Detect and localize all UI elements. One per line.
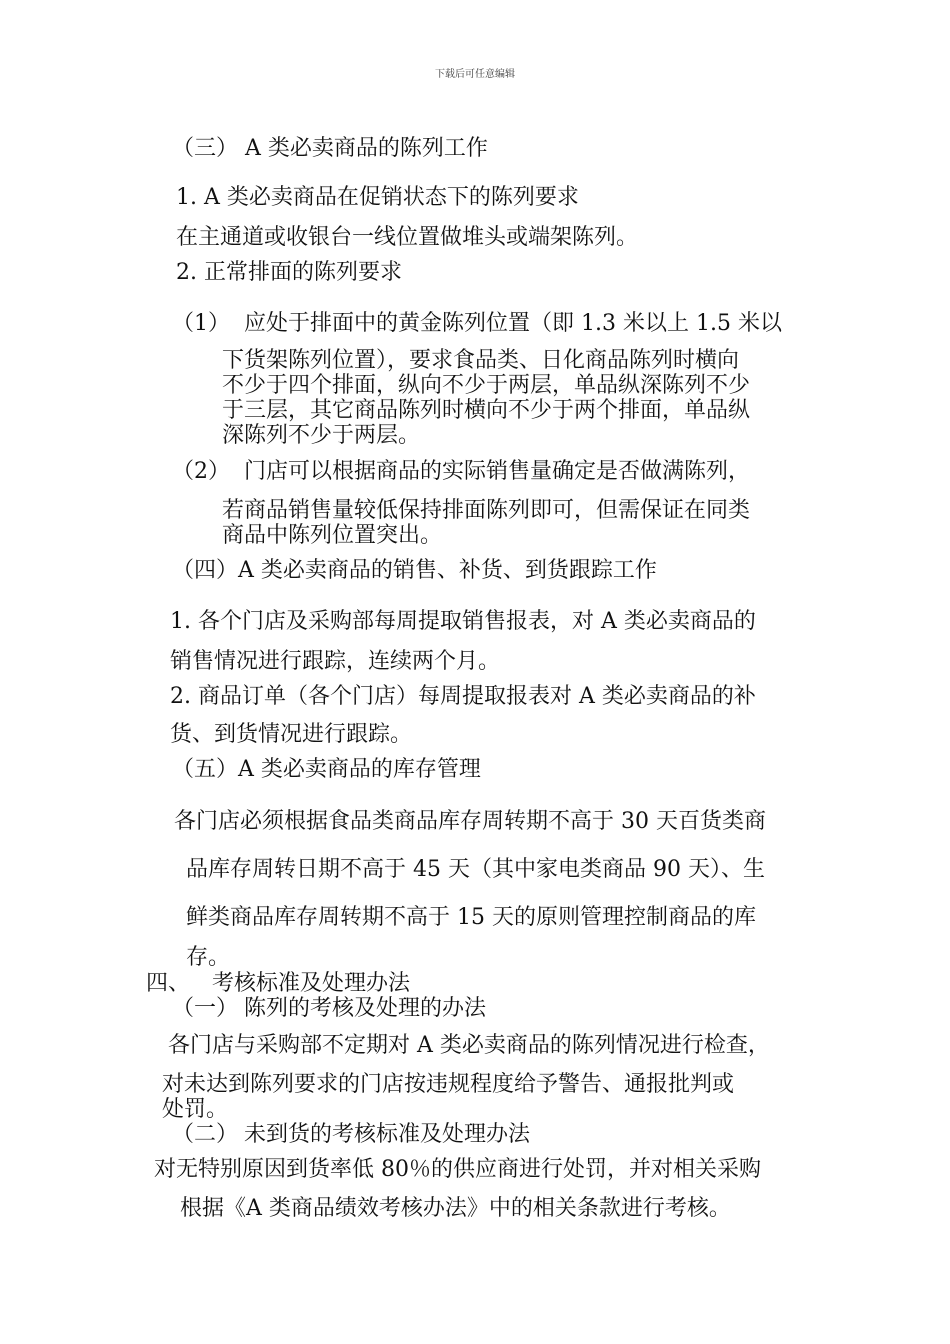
section-number: （二） [172, 1122, 239, 1147]
list-item-line: 下货架陈列位置），要求食品类、日化商品陈列时横向 [222, 348, 740, 373]
list-marker: （2） [172, 459, 230, 484]
list-item-line: 不少于四个排面，纵向不少于两层，单品纵深陈列不少 [222, 373, 751, 398]
list-item-line: 若商品销售量较低保持排面陈列即可，但需保证在同类 [222, 498, 751, 523]
paragraph-line: 各门店与采购部不定期对 A 类必卖商品的陈列情况进行检查， [168, 1033, 770, 1058]
list-item-line: 应处于排面中的黄金陈列位置（即 1.3 米以上 1.5 米以 [244, 311, 782, 336]
list-item-line: 门店可以根据商品的实际销售量确定是否做满陈列， [244, 459, 751, 484]
paragraph-line: 2. 商品订单（各个门店）每周提取报表对 A 类必卖商品的补 [170, 684, 756, 709]
section-heading: 陈列的考核及处理的办法 [244, 996, 487, 1021]
page-header: 下载后可任意编辑 [435, 69, 515, 80]
section-heading: 未到货的考核标准及处理办法 [244, 1122, 531, 1147]
paragraph-line: 1. 各个门店及采购部每周提取销售报表，对 A 类必卖商品的 [170, 609, 756, 634]
paragraph-line: 处罚。 [162, 1097, 229, 1122]
section-heading: （四）A 类必卖商品的销售、补货、到货跟踪工作 [172, 558, 657, 583]
paragraph-line: 品库存周转日期不高于 45 天（其中家电类商品 90 天）、生 [186, 857, 765, 882]
chapter-number: 四、 [146, 971, 191, 996]
paragraph-line: 在主通道或收银台一线位置做堆头或端架陈列。 [176, 225, 639, 250]
section-heading: （五）A 类必卖商品的库存管理 [172, 757, 481, 782]
chapter-heading: 考核标准及处理办法 [212, 971, 411, 996]
paragraph-line: 货、到货情况进行跟踪。 [170, 722, 413, 747]
section-number: （一） [172, 996, 239, 1021]
section-heading: （三） A 类必卖商品的陈列工作 [172, 136, 488, 161]
paragraph-line: 销售情况进行跟踪，连续两个月。 [170, 649, 501, 674]
paragraph-line: 鲜类商品库存周转期不高于 15 天的原则管理控制商品的库 [186, 905, 756, 930]
paragraph-line: 对无特别原因到货率低 80％的供应商进行处罚，并对相关采购 [154, 1157, 761, 1182]
list-item-line: 深陈列不少于两层。 [222, 423, 421, 448]
subsection-heading: 1. A 类必卖商品在促销状态下的陈列要求 [176, 185, 579, 210]
paragraph-line: 对未达到陈列要求的门店按违规程度给予警告、通报批判或 [162, 1072, 735, 1097]
list-item-line: 商品中陈列位置突出。 [222, 523, 443, 548]
paragraph-line: 各门店必须根据食品类商品库存周转期不高于 30 天百货类商 [174, 809, 766, 834]
paragraph-line: 存。 [186, 945, 231, 970]
paragraph-line: 根据《A 类商品绩效考核办法》中的相关条款进行考核。 [180, 1196, 731, 1221]
subsection-heading: 2. 正常排面的陈列要求 [176, 260, 402, 285]
list-marker: （1） [172, 311, 230, 336]
list-item-line: 于三层，其它商品陈列时横向不少于两个排面，单品纵 [222, 398, 751, 423]
